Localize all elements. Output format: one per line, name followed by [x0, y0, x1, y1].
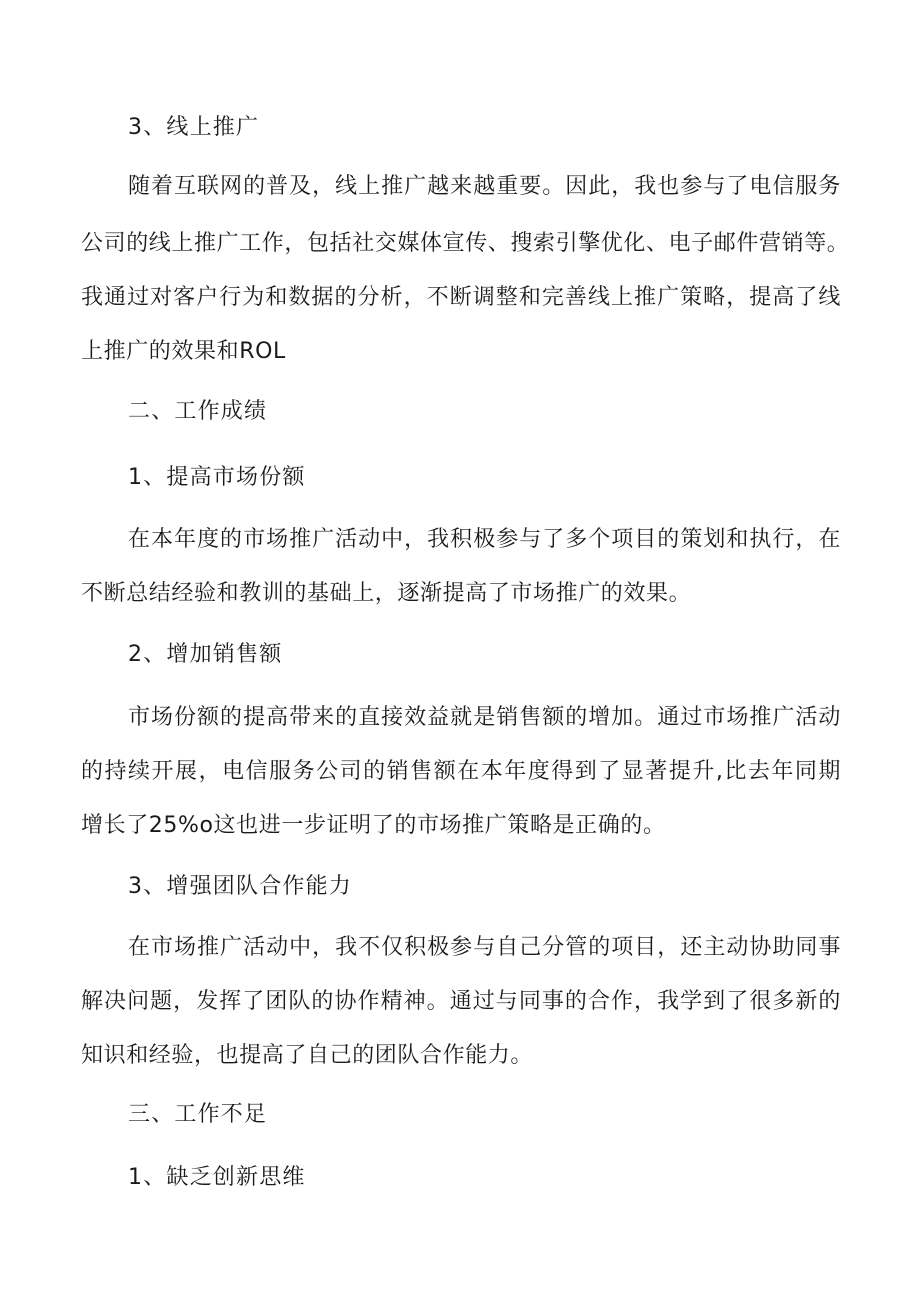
paragraph-line: 随着互联网的普及，线上推广越来越重要。因此，我也参与了电信服务 — [128, 174, 841, 199]
paragraph-line: 增长了25%o这也进一步证明了的市场推广策略是正确的。 — [81, 813, 666, 838]
item-heading: 1、缺乏创新思维 — [128, 1165, 306, 1190]
paragraph-line: 上推广的效果和ROL — [81, 339, 286, 364]
paragraph-line: 市场份额的提高带来的直接效益就是销售额的增加。通过市场推广活动 — [128, 705, 841, 730]
item-heading: 1、提高市场份额 — [128, 465, 306, 490]
paragraph-line: 解决问题，发挥了团队的协作精神。通过与同事的合作，我学到了很多新的 — [81, 989, 841, 1014]
paragraph-line: 在本年度的市场推广活动中，我积极参与了多个项目的策划和执行，在 — [128, 527, 841, 552]
paragraph-line: 知识和经验，也提高了自己的团队合作能力。 — [81, 1043, 534, 1068]
section-heading: 三、工作不足 — [128, 1102, 268, 1127]
paragraph-line: 在市场推广活动中，我不仅积极参与自己分管的项目，还主动协助同事 — [128, 935, 841, 960]
section-heading: 3、线上推广 — [128, 115, 260, 140]
paragraph-line: 公司的线上推广工作，包括社交媒体宣传、搜索引擎优化、电子邮件营销等。 — [81, 231, 850, 256]
paragraph-line: 不断总结经验和教训的基础上，逐渐提高了市场推广的效果。 — [81, 581, 692, 606]
item-heading: 3、增强团队合作能力 — [128, 874, 352, 899]
paragraph-line: 的持续开展，电信服务公司的销售额在本年度得到了显著提升,比去年同期 — [81, 759, 841, 784]
paragraph-line: 我通过对客户行为和数据的分析，不断调整和完善线上推广策略，提高了线 — [81, 285, 841, 310]
item-heading: 2、增加销售额 — [128, 642, 283, 667]
section-heading: 二、工作成绩 — [128, 399, 268, 424]
